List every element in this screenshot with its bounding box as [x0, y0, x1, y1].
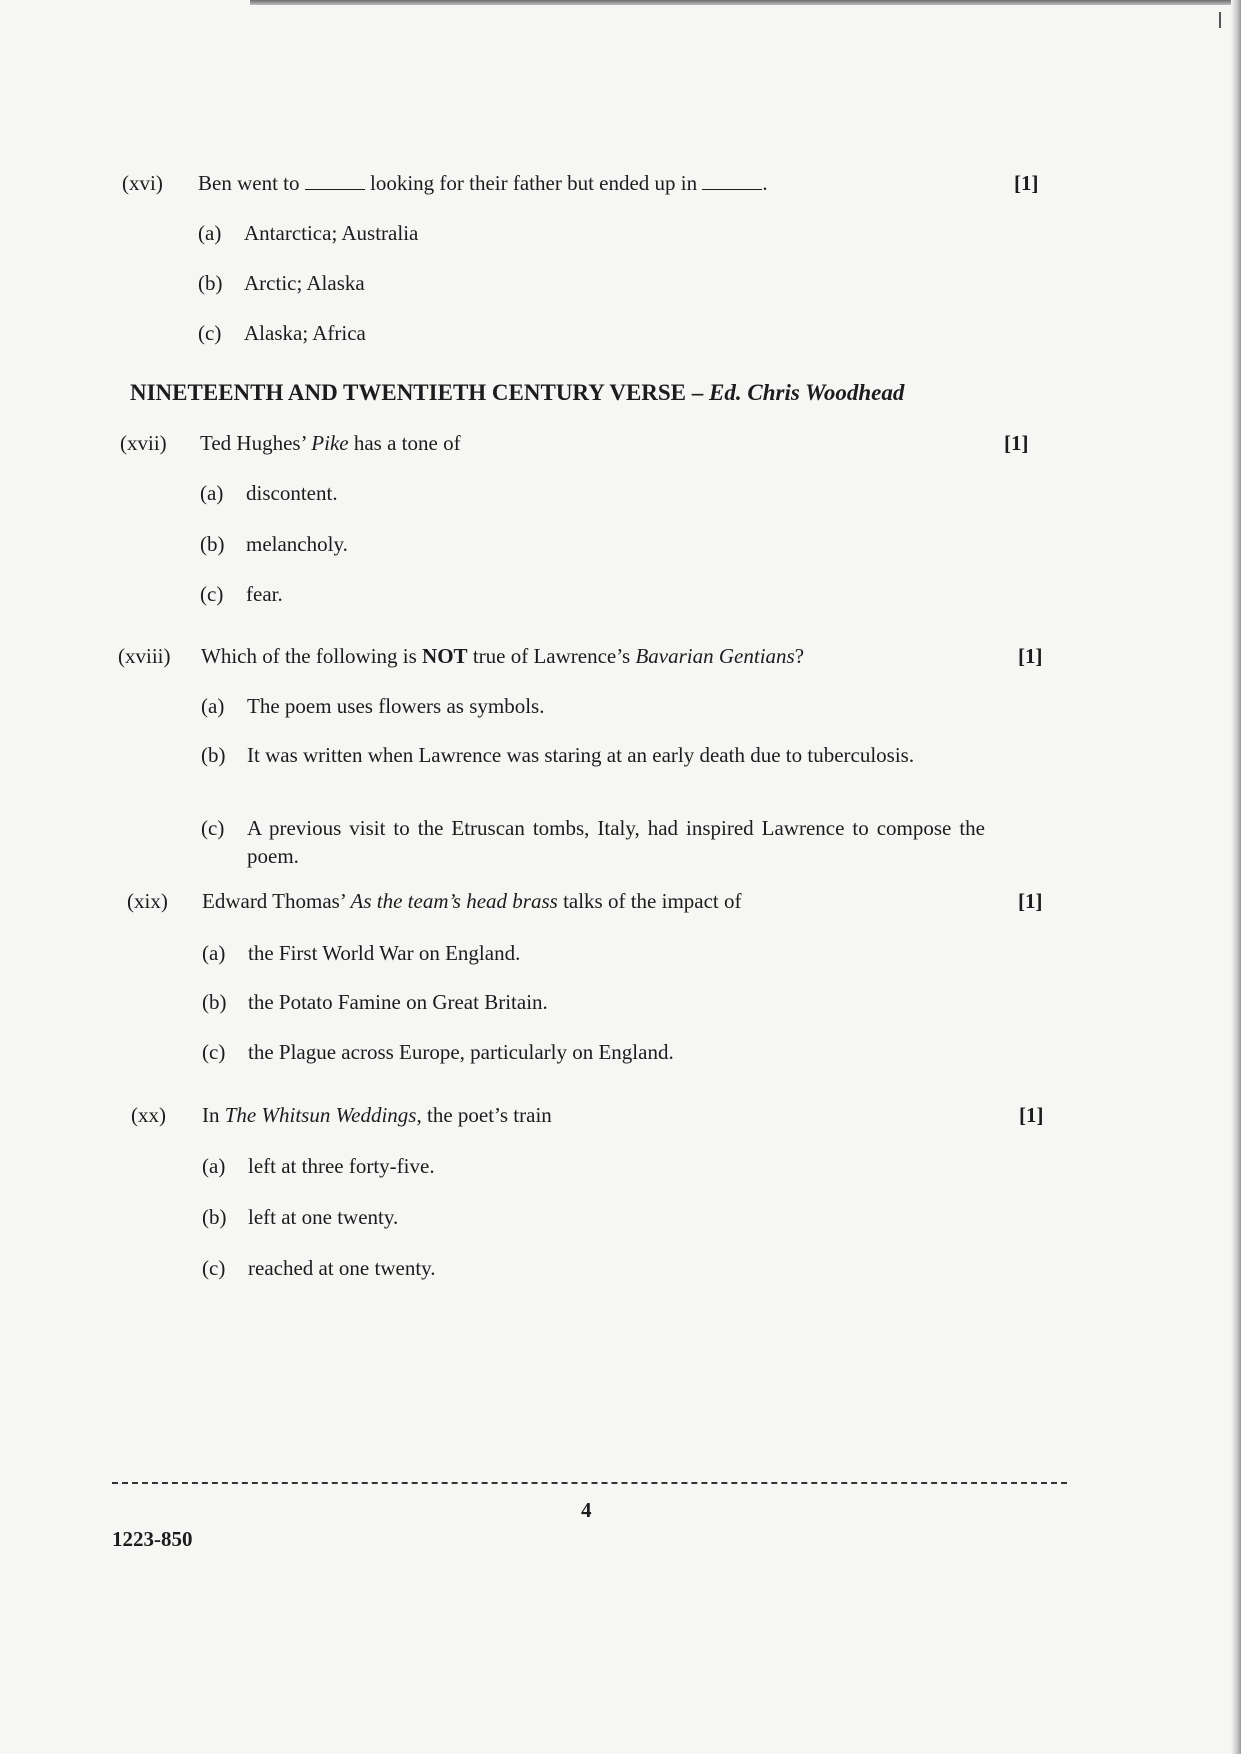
question-stem	[201, 642, 804, 670]
stem-text: Ted Hughes’	[200, 431, 307, 455]
scan-top-edge	[250, 0, 1241, 5]
stem-text: , the poet’s train	[416, 1103, 552, 1127]
option-text: discontent.	[246, 481, 338, 505]
option-label: (a)	[201, 694, 225, 718]
question-number: (xx)	[131, 1103, 166, 1127]
paper-code: 1223-850	[112, 1527, 193, 1551]
option-label: (a)	[198, 221, 222, 245]
option-label: (c)	[200, 582, 224, 606]
stem-text: .	[762, 171, 768, 195]
footer-divider	[112, 1482, 1067, 1484]
stem-text: In	[202, 1103, 220, 1127]
option-text: A previous visit to the Etruscan tombs, Italy, had inspired Lawrence to compose the poem.	[247, 816, 985, 868]
section-editor: Ed. Chris Woodhead	[709, 380, 905, 405]
stem-text: true of Lawrence’s	[472, 644, 631, 668]
poem-title: Pike	[311, 431, 349, 455]
option-text: the Plague across Europe, particularly on England.	[248, 1040, 674, 1064]
question-number: (xvii)	[120, 431, 167, 455]
option-label: (c)	[201, 816, 225, 840]
fill-blank	[702, 171, 762, 190]
stem-text: Ben went to	[198, 171, 300, 195]
scan-right-edge	[1231, 0, 1241, 1754]
question-stem	[202, 1101, 552, 1129]
stem-text: ?	[794, 644, 805, 668]
page-number: 4	[581, 1498, 592, 1522]
option-text: the Potato Famine on Great Britain.	[248, 990, 548, 1014]
question-number: (xvi)	[122, 171, 163, 195]
stem-text: Edward Thomas’	[202, 889, 346, 913]
section-heading	[130, 380, 904, 406]
option-text: left at one twenty.	[248, 1205, 399, 1229]
option-text: melancholy.	[246, 532, 348, 556]
option-label: (c)	[198, 321, 222, 345]
option-label: (b)	[200, 532, 225, 556]
stem-text: Which of the following is	[201, 644, 417, 668]
option-label: (a)	[200, 481, 224, 505]
option-text: The poem uses flowers as symbols.	[247, 694, 545, 718]
option-text: reached at one twenty.	[248, 1256, 436, 1280]
marks-label: [1]	[1018, 644, 1043, 668]
option-label: (a)	[202, 941, 226, 965]
option-text: left at three forty-five.	[248, 1154, 435, 1178]
option-label: (b)	[202, 1205, 227, 1229]
question-stem	[200, 429, 461, 457]
option-text: Arctic; Alaska	[244, 271, 365, 295]
option-text: Antarctica; Australia	[244, 221, 419, 245]
poem-title: Bavarian Gentians	[635, 644, 795, 668]
stem-emphasis: NOT	[422, 644, 468, 668]
question-stem	[202, 887, 742, 915]
question-number: (xix)	[127, 889, 168, 913]
option-text: fear.	[246, 582, 283, 606]
fill-blank	[305, 171, 365, 190]
option-label: (c)	[202, 1040, 226, 1064]
marks-label: [1]	[1018, 889, 1043, 913]
poem-title: As the team’s head brass	[350, 889, 558, 913]
scan-corner-mark	[1219, 12, 1221, 28]
stem-text: looking for their father but ended up in	[369, 171, 698, 195]
poem-title: The Whitsun Weddings	[224, 1103, 417, 1127]
question-stem	[198, 169, 768, 197]
stem-text: has a tone of	[353, 431, 461, 455]
option-text: It was written when Lawrence was staring at an early death due to tuberculosis.	[247, 743, 915, 767]
option-label: (a)	[202, 1154, 226, 1178]
marks-label: [1]	[1004, 431, 1029, 455]
section-title: NINETEENTH AND TWENTIETH CENTURY VERSE –	[130, 380, 704, 405]
marks-label: [1]	[1014, 171, 1039, 195]
stem-text: talks of the impact of	[563, 889, 742, 913]
marks-label: [1]	[1019, 1103, 1044, 1127]
option-label: (b)	[198, 271, 223, 295]
option-text: Alaska; Africa	[244, 321, 366, 345]
option-label: (b)	[202, 990, 227, 1014]
option-label: (b)	[201, 743, 226, 767]
question-number: (xviii)	[118, 644, 171, 668]
option-text: the First World War on England.	[248, 941, 521, 965]
option-label: (c)	[202, 1256, 226, 1280]
